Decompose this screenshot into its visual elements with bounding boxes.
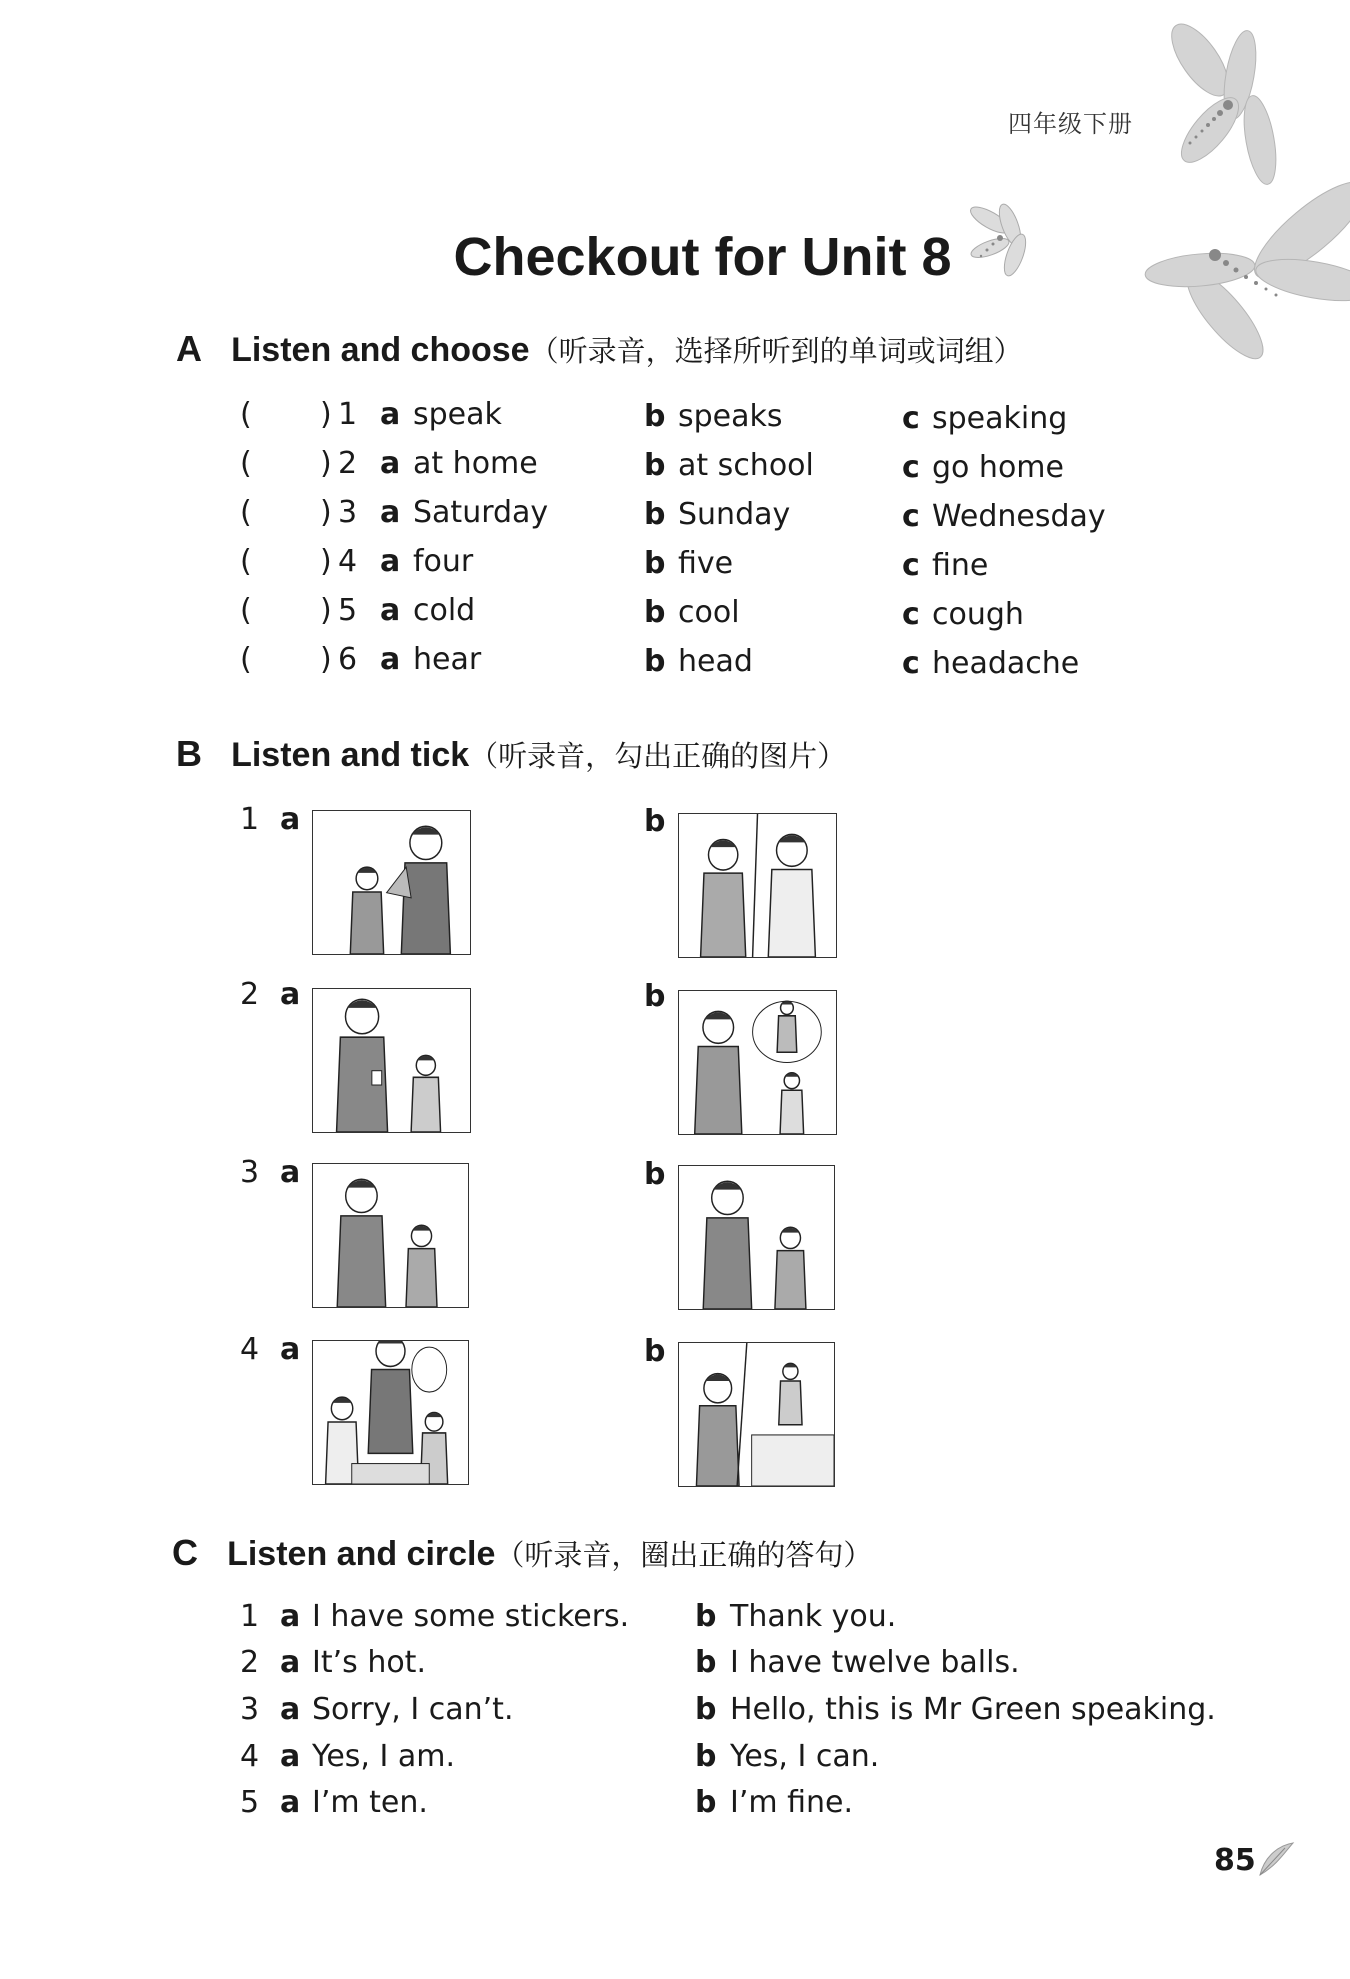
answer-bracket-open: ( [240,593,252,628]
option-letter-a: a [280,1645,301,1680]
answer-blank[interactable] [258,444,318,484]
answer-bracket-open: ( [240,544,252,579]
option-a[interactable]: I’m ten. [312,1785,428,1820]
option-letter-b: b [644,1157,666,1192]
answer-blank[interactable] [258,640,318,680]
section-note: （听录音，选择所听到的单词或词组） [529,334,1023,368]
page-title: Checkout for Unit 8 [453,227,952,287]
answer-bracket-close: ) [320,397,332,432]
option-letter-c: c [902,401,920,436]
option-letter-a: a [380,495,401,530]
option-letter-c: c [902,646,920,681]
option-letter-a: a [280,1692,301,1727]
option-b[interactable]: speaks [678,399,783,434]
option-letter-a: a [280,1332,301,1367]
answer-bracket-open: ( [240,495,252,530]
option-b[interactable]: I’m fine. [730,1785,854,1820]
option-letter-c: c [902,597,920,632]
section-letter: C [172,1532,198,1573]
option-c[interactable]: speaking [932,401,1068,436]
option-letter-b: b [695,1785,717,1820]
answer-blank[interactable] [258,542,318,582]
option-a[interactable]: It’s hot. [312,1645,426,1680]
option-c[interactable]: go home [932,450,1064,485]
option-c[interactable]: headache [932,646,1080,681]
option-b[interactable]: at school [678,448,814,483]
answer-bracket-open: ( [240,397,252,432]
option-c[interactable]: Wednesday [932,499,1106,534]
two-people-phone-illustration[interactable] [678,813,837,958]
boy-phone-sick-girl-illustration[interactable] [678,1342,835,1487]
item-number: 3 [338,495,358,530]
option-letter-a: a [380,642,401,677]
answer-bracket-open: ( [240,642,252,677]
option-c[interactable]: fine [932,548,989,583]
option-letter-a: a [380,593,401,628]
option-a[interactable]: Sorry, I can’t. [312,1692,514,1727]
phone-call-sick-girl-illustration[interactable] [678,990,837,1135]
answer-bracket-close: ) [320,446,332,481]
option-a[interactable]: speak [413,397,502,432]
section-letter: A [176,328,202,369]
option-b[interactable]: Yes, I can. [730,1739,880,1774]
shop-scene-illustration[interactable] [312,1340,469,1485]
answer-bracket-close: ) [320,544,332,579]
item-number: 1 [338,397,358,432]
option-letter-a: a [380,397,401,432]
item-number: 2 [338,446,358,481]
option-letter-a: a [280,1155,301,1190]
option-letter-c: c [902,548,920,583]
item-number: 5 [338,593,358,628]
fan-and-boy-illustration[interactable] [312,810,471,955]
option-letter-a: a [280,1599,301,1634]
item-number: 2 [240,1645,260,1680]
option-letter-b: b [644,644,666,679]
option-letter-b: b [695,1739,717,1774]
option-b[interactable]: Sunday [678,497,791,532]
option-letter-b: b [644,595,666,630]
answer-blank[interactable] [258,395,318,435]
item-number: 5 [240,1785,260,1820]
answer-bracket-close: ) [320,495,332,530]
option-b[interactable]: head [678,644,753,679]
option-letter-a: a [280,1785,301,1820]
option-letter-a: a [280,1739,301,1774]
grade-label: 四年级下册 [1008,110,1133,138]
item-number: 2 [240,977,260,1012]
mother-and-sick-girl-illustration[interactable] [312,988,471,1133]
option-c[interactable]: cough [932,597,1024,632]
section-c-heading [172,1532,872,1574]
option-a[interactable]: Yes, I am. [312,1739,456,1774]
option-a[interactable]: at home [413,446,538,481]
option-letter-b: b [644,497,666,532]
option-letter-a: a [280,802,301,837]
item-number: 3 [240,1692,260,1727]
option-letter-b: b [644,448,666,483]
answer-bracket-close: ) [320,642,332,677]
item-number: 4 [240,1739,260,1774]
section-note: （听录音，勾出正确的图片） [469,739,847,773]
leaf-icon [1255,1840,1295,1880]
section-title: Listen and circle [227,1535,496,1573]
answer-bracket-close: ) [320,593,332,628]
option-letter-b: b [695,1599,717,1634]
option-b[interactable]: cool [678,595,740,630]
section-title: Listen and choose [231,331,530,369]
option-a[interactable]: cold [413,593,476,628]
option-letter-c: c [902,450,920,485]
answer-bracket-open: ( [240,446,252,481]
option-letter-b: b [644,546,666,581]
dragonfly-decoration-icon [1140,20,1350,380]
item-number: 1 [240,802,260,837]
option-b[interactable]: five [678,546,734,581]
item-number: 3 [240,1155,260,1190]
item-number: 4 [240,1332,260,1367]
option-b[interactable]: Thank you. [730,1599,897,1634]
option-b[interactable]: Hello, this is Mr Green speaking. [730,1692,1216,1727]
option-a[interactable]: Saturday [413,495,549,530]
section-note: （听录音，圈出正确的答句） [495,1538,873,1572]
option-letter-a: a [280,977,301,1012]
section-a-heading [176,328,1023,370]
option-letter-c: c [902,499,920,534]
section-b-heading [176,733,846,775]
option-letter-b: b [644,399,666,434]
option-a[interactable]: four [413,544,474,579]
option-letter-a: a [380,446,401,481]
option-a[interactable]: I have some stickers. [312,1599,630,1634]
answer-blank[interactable] [258,591,318,631]
option-letter-a: a [380,544,401,579]
page-number: 85 [1214,1843,1256,1878]
option-letter-b: b [644,1334,666,1369]
option-letter-b: b [695,1692,717,1727]
item-number: 4 [338,544,358,579]
option-letter-b: b [644,804,666,839]
answer-blank[interactable] [258,493,318,533]
section-letter: B [176,733,202,774]
option-a[interactable]: hear [413,642,482,677]
option-letter-b: b [695,1645,717,1680]
item-number: 1 [240,1599,260,1634]
item-number: 6 [338,642,358,677]
option-letter-b: b [644,979,666,1014]
section-title: Listen and tick [231,736,470,774]
woman-and-girl-headache-illustration[interactable] [678,1165,835,1310]
woman-and-girl-illustration[interactable] [312,1163,469,1308]
option-b[interactable]: I have twelve balls. [730,1645,1020,1680]
